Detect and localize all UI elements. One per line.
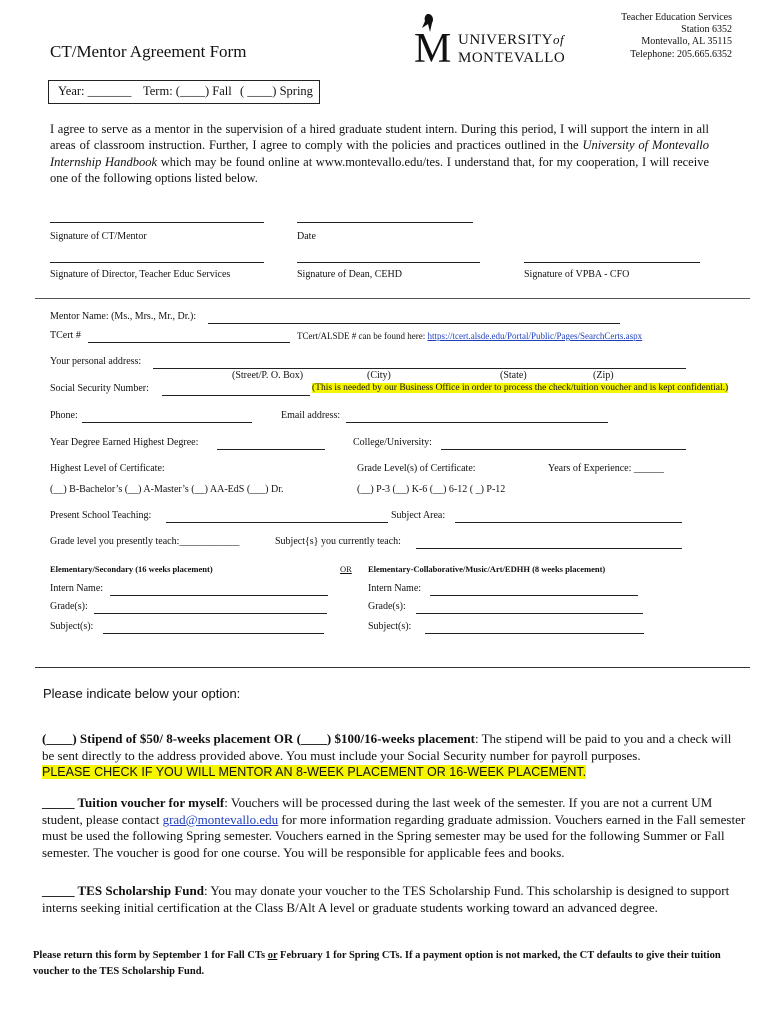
date-label: Date: [297, 231, 316, 242]
college-field[interactable]: [441, 449, 686, 450]
mentor-name-field[interactable]: [208, 323, 620, 324]
subjects-field-left[interactable]: [103, 633, 324, 634]
spring-checkbox[interactable]: ( ____) Spring: [240, 84, 313, 98]
intro-paragraph: I agree to serve as a mentor in the supervision of a hired graduate student intern. During this period, I will support the intern in all areas of classroom instruction. Further, I agree to comply with the policies and practices outlined in the University of Montevallo Internship Handbook which may be found online at www.montevallo.edu/tes. I understand that, for my cooperation, I will receive one of the following options listed below.: [50, 122, 709, 185]
director-signature-line[interactable]: [50, 262, 264, 263]
logo-line1: UNIVERSITYof: [458, 32, 565, 48]
dean-signature-line[interactable]: [297, 262, 480, 263]
voucher-option[interactable]: _____ Tuition voucher for myself: Vouchers will be processed during the last week of the semester. If you are not a current UM student, please contact grad@montevallo.edu for more information regarding graduate admission. Vouchers earned in the Fall semester must be used the following Spring semester. Vouchers earned in the Spring semester may be used for the following Summer or Fall semester. The voucher is good for one course. You will be responsible for applicable fees and books.: [42, 795, 746, 860]
director-signature-label: Signature of Director, Teacher Educ Services: [50, 269, 231, 280]
ct-mentor-signature-line[interactable]: [50, 222, 264, 223]
phone-field[interactable]: [82, 422, 252, 423]
collab-heading: Elementary-Collaborative/Music/Art/EDHH (8 weeks placement): [368, 564, 606, 574]
tes-scholarship-option[interactable]: _____ TES Scholarship Fund: You may donate your voucher to the TES Scholarship Fund. This scholarship is designed to support interns seeking initial certification at the Class B/Alt A level or graduate students working toward an advanced degree.: [42, 883, 730, 915]
college-label: College/University:: [353, 437, 432, 448]
fall-checkbox[interactable]: Term: (____) Fall: [143, 84, 232, 98]
logo-line2: MONTEVALLO: [458, 50, 566, 66]
grades-label-right: Grade(s):: [368, 601, 406, 612]
stipend-option[interactable]: (____) Stipend of $50/ 8-weeks placement OR (____) $100/16-weeks placement: The stipend will be paid to you and a check will be sent directly to the address provided above. You must include your Social Security number for payroll purposes. PLEASE CHECK IF YOU WILL MENTOR AN 8-WEEK PLACEMENT OR 16-WEEK PLACEMENT.: [42, 731, 732, 780]
degree-label: Year Degree Earned Highest Degree:: [50, 437, 199, 448]
section-divider: [35, 298, 750, 299]
year-field[interactable]: Year: _______: [58, 84, 132, 98]
vpba-signature-label: Signature of VPBA - CFO: [524, 269, 630, 280]
subject-area-label: Subject Area:: [391, 510, 446, 521]
elem-secondary-heading: Elementary/Secondary (16 weeks placement): [50, 564, 213, 574]
state-caption: (State): [500, 370, 527, 381]
address-field[interactable]: [153, 368, 686, 369]
stipend-highlight: PLEASE CHECK IF YOU WILL MENTOR AN 8-WEEK PLACEMENT OR 16-WEEK PLACEMENT.: [42, 765, 587, 780]
degree-field[interactable]: [217, 449, 325, 450]
subjects-field-right[interactable]: [425, 633, 644, 634]
subjects-label-right: Subject(s):: [368, 621, 412, 632]
school-label: Present School Teaching:: [50, 510, 152, 521]
office-line: Montevallo, AL 35115: [641, 36, 732, 48]
subject-area-field[interactable]: [455, 522, 682, 523]
subjects-label-left: Subject(s):: [50, 621, 94, 632]
ssn-field[interactable]: [162, 395, 310, 396]
intern-name-label-left: Intern Name:: [50, 583, 104, 594]
form-title: CT/Mentor Agreement Form: [50, 42, 247, 61]
vpba-signature-line[interactable]: [524, 262, 700, 263]
grades-field-right[interactable]: [416, 613, 643, 614]
return-instructions: Please return this form by September 1 for Fall CTs or February 1 for Spring CTs. If a payment option is not marked, the CT defaults to give their tuition voucher to the TES Scholarship Fund.: [33, 950, 721, 977]
address-label: Your personal address:: [50, 356, 142, 367]
dean-signature-label: Signature of Dean, CEHD: [297, 269, 402, 280]
school-field[interactable]: [166, 522, 388, 523]
office-address: [621, 12, 732, 61]
tcert-link[interactable]: https://tcert.alsde.edu/Portal/Public/Pages/SearchCerts.aspx: [427, 331, 643, 341]
zip-caption: (Zip): [593, 370, 614, 381]
grades-label-left: Grade(s):: [50, 601, 88, 612]
office-line: Telephone: 205.665.6352: [630, 48, 732, 60]
ct-mentor-signature-label: Signature of CT/Mentor: [50, 231, 147, 242]
logo-letter: M: [414, 26, 452, 72]
ssn-note: (This is needed by our Business Office in order to process the check/tuition voucher and is kept confidential.): [312, 383, 729, 393]
mentor-name-label: Mentor Name: (Ms., Mrs., Mr., Dr.):: [50, 311, 197, 322]
grades-field-left[interactable]: [94, 613, 327, 614]
grade-cert-label: Grade Level(s) of Certificate:: [357, 463, 476, 474]
office-line: Station 6352: [681, 24, 732, 36]
tcert-field[interactable]: [88, 342, 290, 343]
ssn-label: Social Security Number:: [50, 383, 149, 394]
university-logo: [414, 12, 594, 72]
grad-email-link[interactable]: grad@montevallo.edu: [162, 811, 279, 827]
options-prompt: Please indicate below your option:: [43, 686, 241, 701]
or-label: OR: [340, 564, 352, 574]
years-experience-field[interactable]: Years of Experience: ______: [548, 463, 664, 474]
cert-level-label: Highest Level of Certificate:: [50, 463, 165, 474]
city-caption: (City): [367, 370, 391, 381]
intern-name-field-right[interactable]: [430, 595, 638, 596]
email-label: Email address:: [281, 410, 341, 421]
options-divider: [35, 667, 750, 668]
office-line: Teacher Education Services: [621, 12, 732, 23]
tcert-hint: TCert/ALSDE # can be found here: https://tcert.alsde.edu/Portal/Public/Pages/SearchCerts.aspx: [297, 331, 643, 341]
grade-options[interactable]: (__) P-3 (__) K-6 (__) 6-12 ( _) P-12: [357, 484, 506, 495]
tcert-label: TCert #: [50, 330, 81, 341]
degree-options[interactable]: (__) B-Bachelor’s (__) A-Master’s (__) AA-EdS (___) Dr.: [50, 484, 284, 495]
date-line[interactable]: [297, 222, 473, 223]
street-caption: (Street/P. O. Box): [232, 370, 304, 381]
phone-label: Phone:: [50, 410, 78, 421]
grade-teach-field[interactable]: Grade level you presently teach:____________: [50, 536, 240, 547]
intern-name-label-right: Intern Name:: [368, 583, 422, 594]
email-field[interactable]: [346, 422, 608, 423]
subjects-teach-field[interactable]: [416, 548, 682, 549]
intern-name-field-left[interactable]: [110, 595, 328, 596]
subjects-teach-label: Subject{s} you currently teach:: [275, 536, 401, 547]
